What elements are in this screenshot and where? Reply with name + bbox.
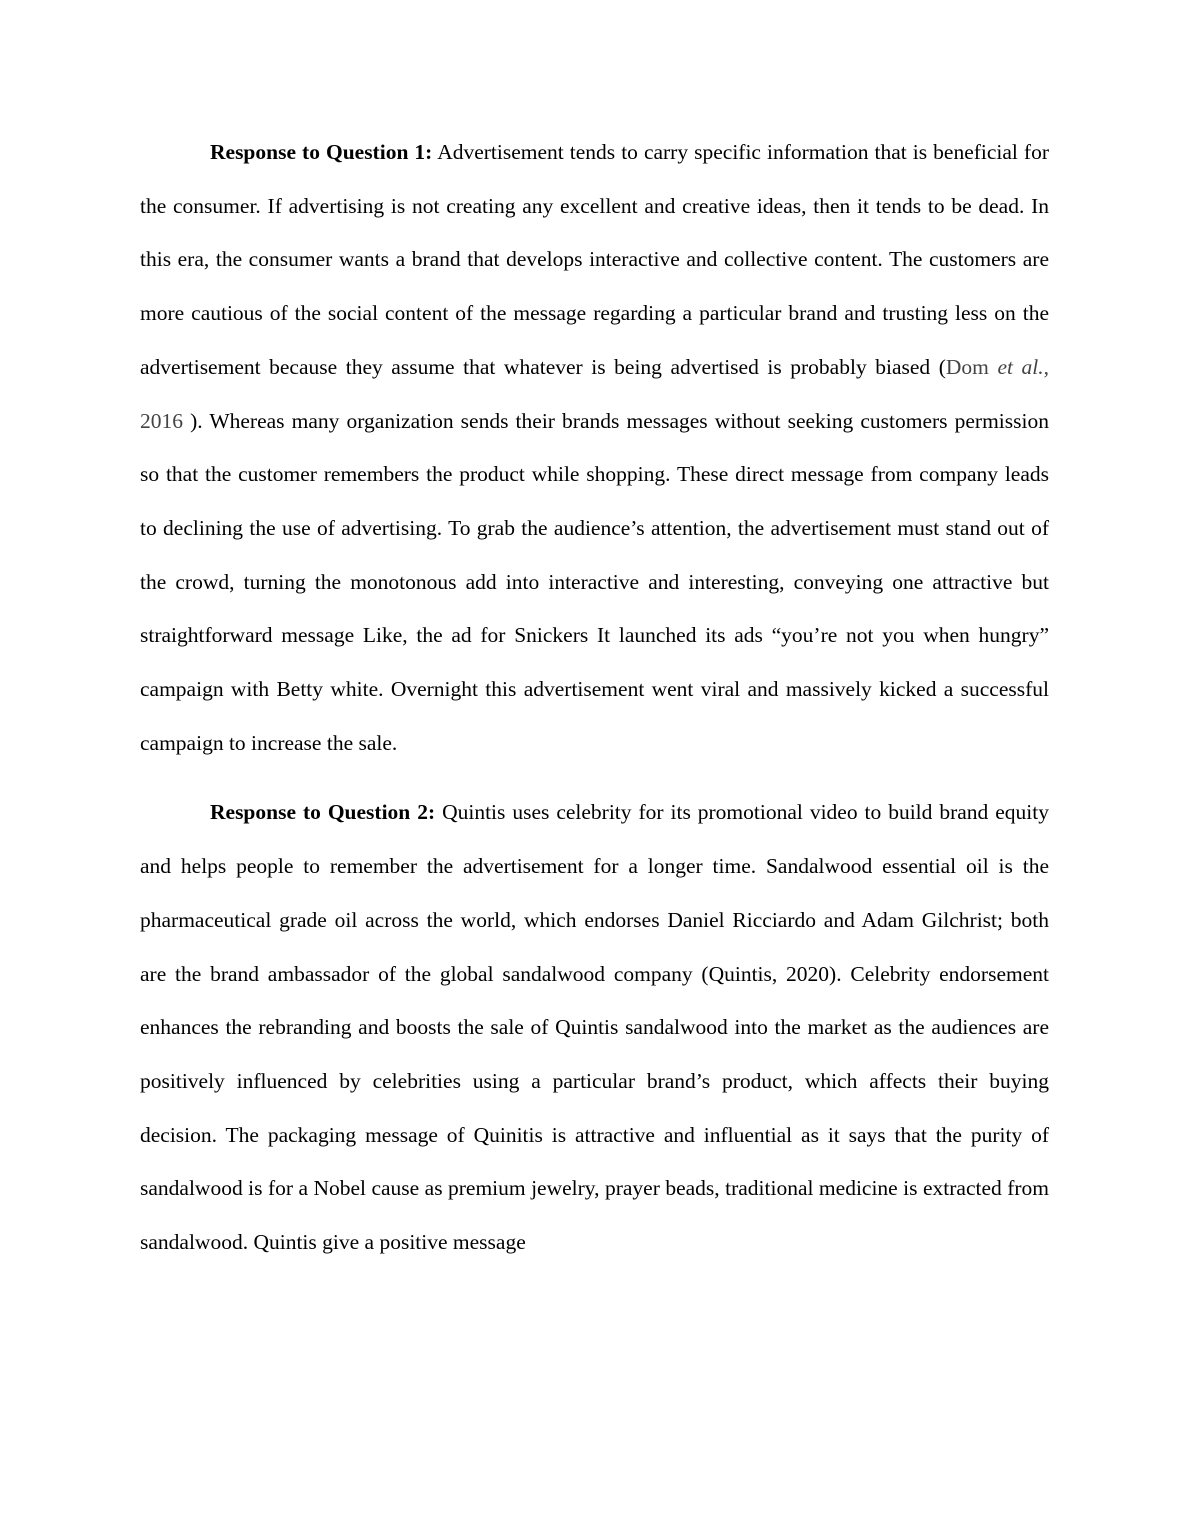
citation-year: , 2016 [140, 354, 1049, 433]
citation-etal: et al. [997, 354, 1044, 379]
document-body [140, 126, 1049, 1270]
citation-author: Dom [945, 354, 989, 379]
paragraph-heading: Response to Question 1: [210, 140, 433, 164]
paragraph-response-1 [140, 126, 1049, 770]
paragraph-text-continued: ). Whereas many organization sends their brands messages without seeking customers permission so that the customer remembers the product while shopping. These direct message from company leads to declining the use of advertising. To grab the audience’s attention, the advertisement must stand out of the crowd, turning the monotonous add into interactive and interesting, conveying one attractive but straightforward message Like, the ad for Snickers It launched its ads “you’re not you when hungry” campaign with Betty white. Overnight this advertisement went viral and massively kicked a successful campaign to increase the sale. [140, 408, 1049, 755]
paragraph-response-2 [140, 786, 1049, 1269]
paragraph-text: Advertisement tends to carry specific information that is beneficial for the consumer. If advertising is not creating any excellent and creative ideas, then it tends to be dead. In this era, the consumer wants a brand that develops interactive and collective content. The customers are more cautious of the social content of the message regarding a particular brand and trusting less on the advertisement because they assume that whatever is being advertised is probably biased ( [140, 140, 1049, 379]
paragraph-heading: Response to Question 2: [210, 800, 436, 825]
paragraph-text: Quintis uses celebrity for its promotional video to build brand equity and helps people to remember the advertisement for a longer time. Sandalwood essential oil is the pharmaceutical grade oil across the world, which endorses Daniel Ricciardo and Adam Gilchrist; both are the brand ambassador of the global sandalwood company (Quintis, 2020). Celebrity endorsement enhances the rebranding and boosts the sale of Quintis sandalwood into the market as the audiences are positively influenced by celebrities using a particular brand’s product, which affects their buying decision. The packaging message of Quinitis is attractive and influential as it says that the purity of sandalwood is for a Nobel cause as premium jewelry, prayer beads, traditional medicine is extracted from sandalwood. Quintis give a positive message [140, 800, 1050, 1255]
